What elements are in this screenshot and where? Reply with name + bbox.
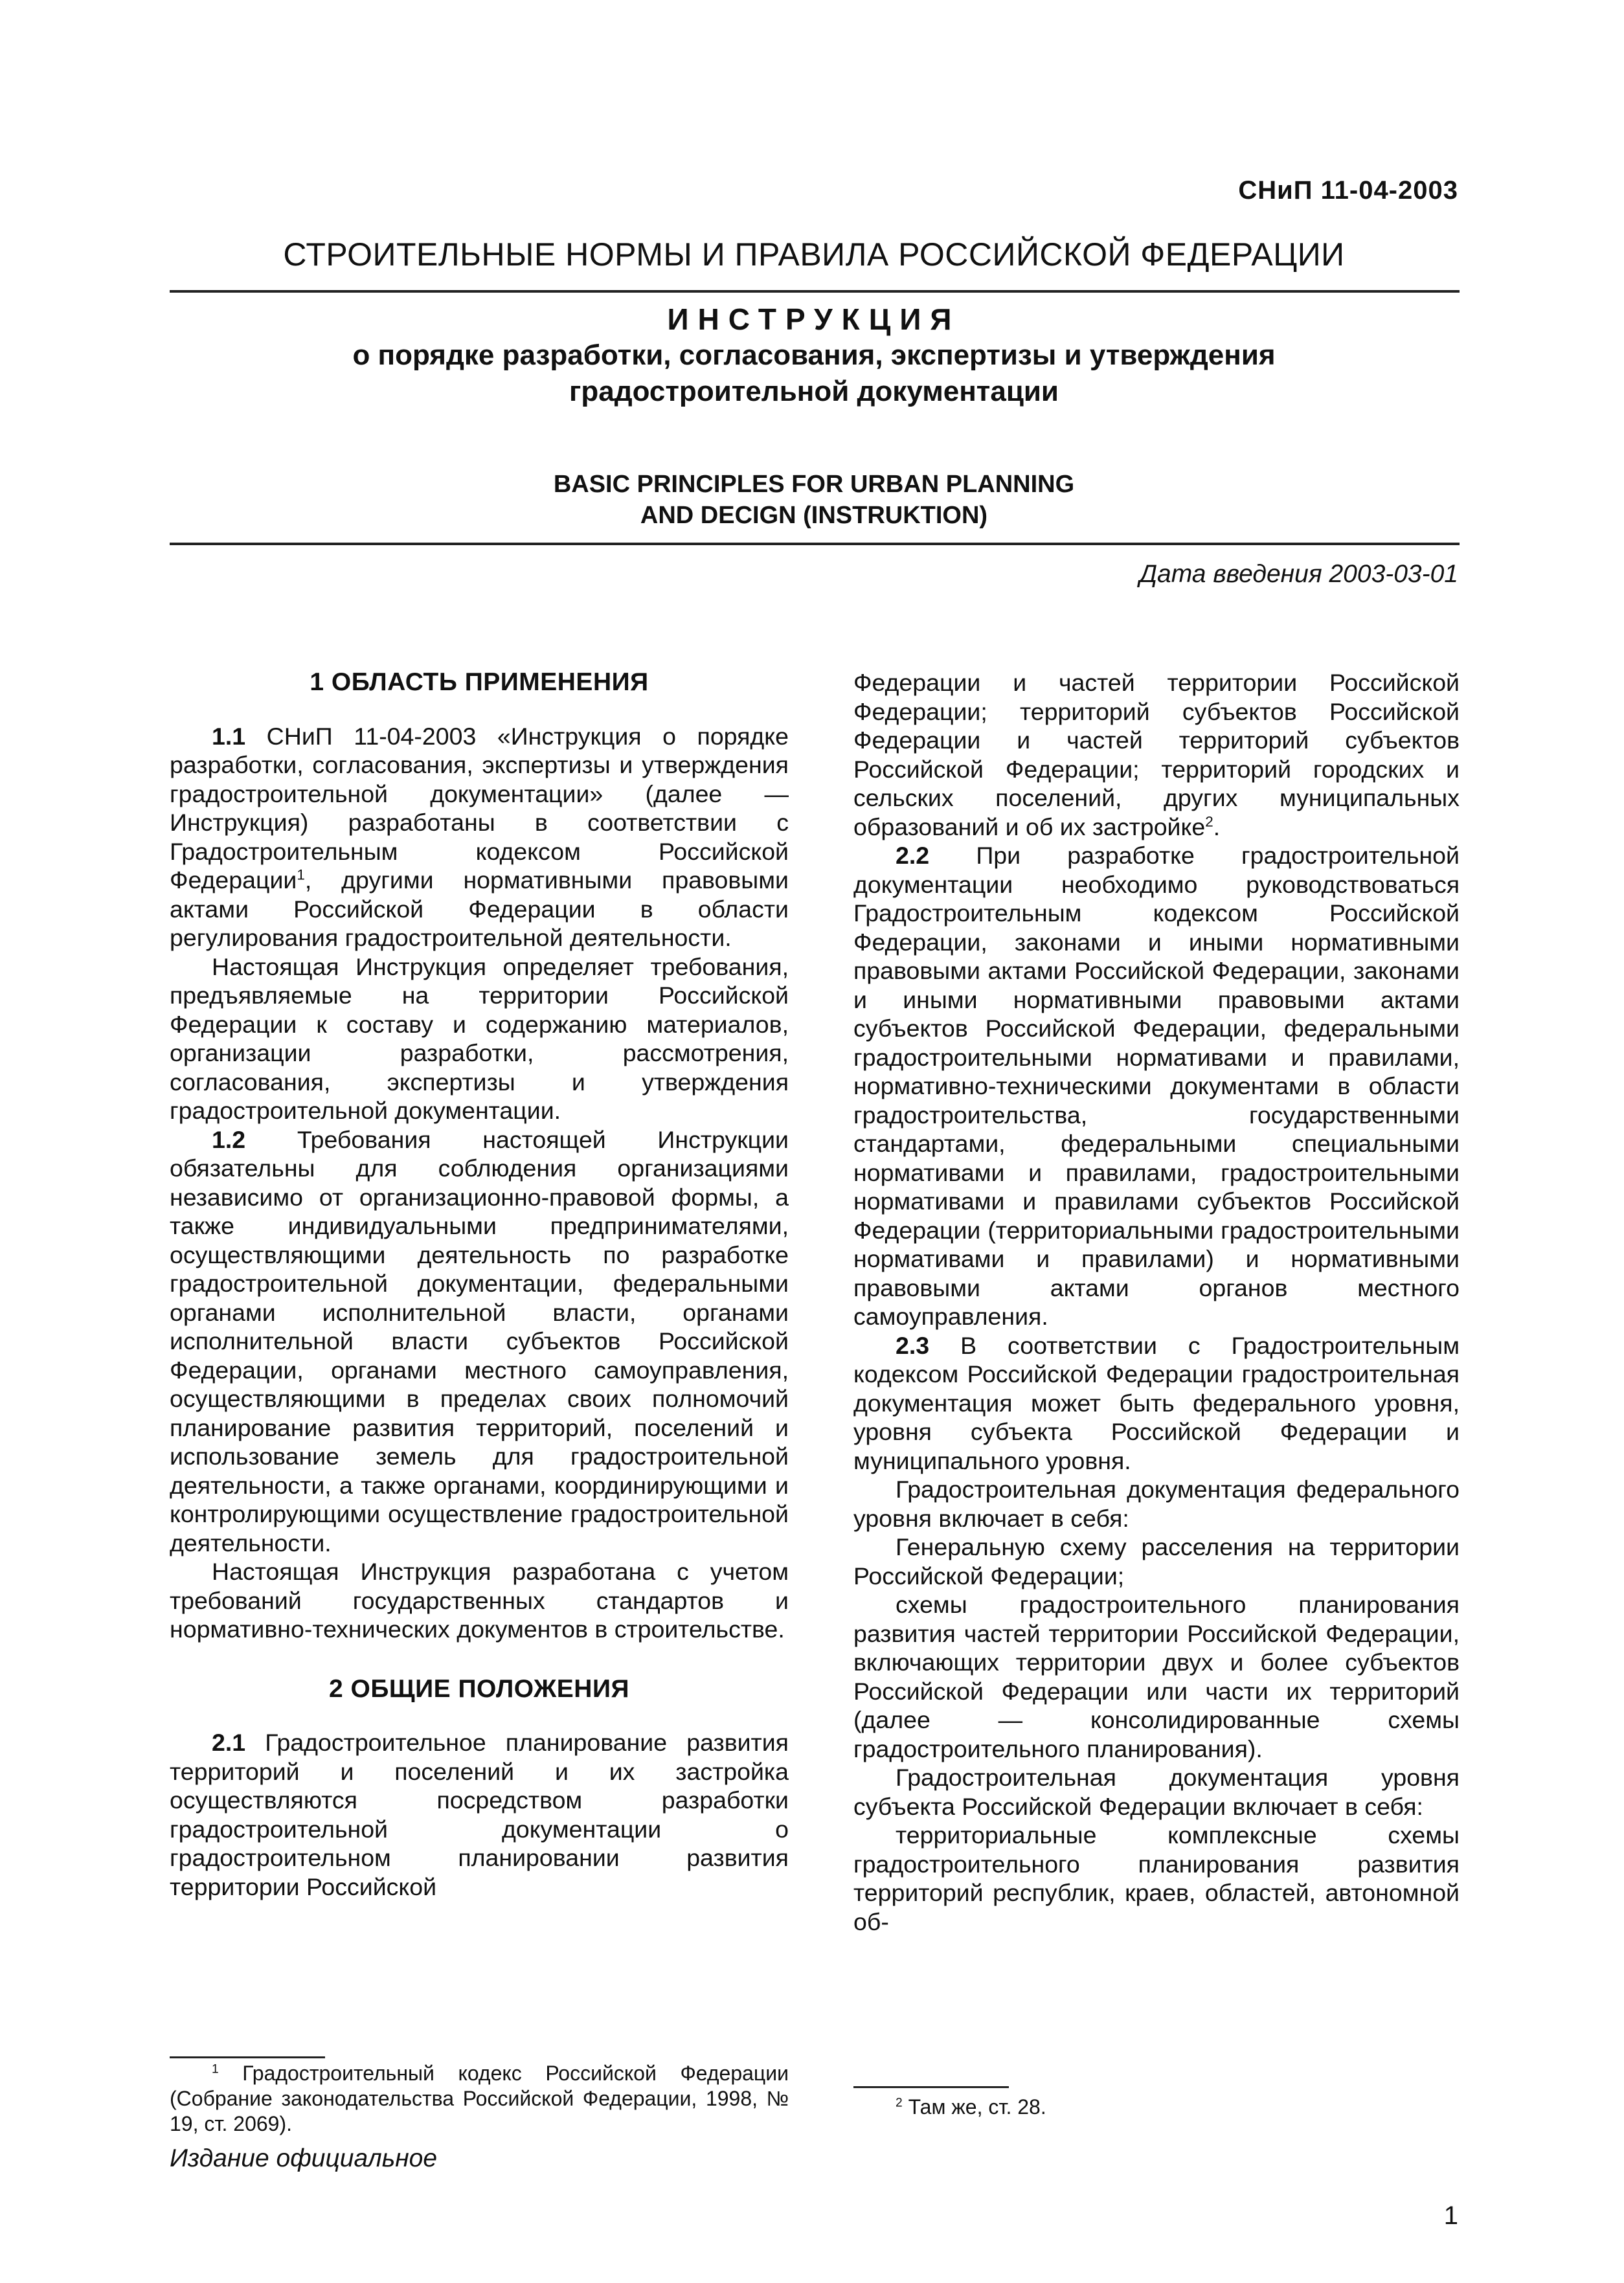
- footnote-mark: 1: [212, 2062, 219, 2076]
- page-number: 1: [1443, 2201, 1458, 2230]
- title-rule: [170, 543, 1460, 545]
- paragraph-text: .: [1213, 813, 1221, 840]
- introduction-date: Дата введения 2003-03-01: [1139, 560, 1458, 588]
- paragraph-1-2: [170, 1125, 789, 1558]
- footnote-1: [170, 2061, 789, 2137]
- edition-note: Издание официальное: [170, 2144, 438, 2172]
- footnote-mark: 2: [896, 2096, 903, 2110]
- paragraph-2-1: [170, 1728, 789, 1901]
- paragraph-2-3-e: Градостроительная документация уровня субъекта Российской Федерации включает в себя:: [853, 1764, 1460, 1820]
- paragraph-1-2-b: Настоящая Инструкция разработана с учетом требований государственных стандартов и нормативно-технических документов в строительстве.: [170, 1558, 789, 1643]
- clause-number: 1.1: [212, 722, 246, 750]
- document-code: СНиП 11-04-2003: [1238, 176, 1458, 205]
- paragraph-text: Требования настоящей Инструкции обязательны для соблюдения организациями независимо от организационно-правовой формы, а также индивидуальными предпринимателями, осуществляющими деятельность по разработке градостроительной документации, федеральными органами исполнительной власти, органами исполнительной власти субъектов Российской Федерации, органами местного самоуправления, осуществляющими в пределах своих полномочий планирование развития территорий, поселений и использование земель для градостроительной деятельности, а также органами, координирующими и контролирующими осуществление градостроительной деятельности.: [170, 1125, 789, 1557]
- left-column: [170, 668, 789, 1901]
- footnote-rule-right: [853, 2086, 1009, 2088]
- footnote-ref: 2: [1205, 813, 1213, 829]
- paragraph-1-1-b: Настоящая Инструкция определяет требования, предъявляемые на территории Российской Федерации к составу и содержанию материалов, организации разработки, рассмотрения, согласования, экспертизы и утверждения градостроительной документации.: [170, 952, 789, 1124]
- header-rule: [170, 290, 1460, 293]
- footnote-text: Градостроительный кодекс Российской Федерации (Собрание законодательства Российской Федерации, 1998, № 19, ст. 2069).: [170, 2062, 789, 2135]
- paragraph-2-1-continued: [853, 668, 1460, 841]
- paragraph-2-2: [853, 841, 1460, 1331]
- paragraph-text: Градостроительное планирование развития территорий и поселений и их застройка осуществляются посредством разработки градостроительной документации о градостроительном планировании развития территории Российской: [170, 1729, 789, 1900]
- paragraph-1-1: [170, 722, 789, 952]
- document-title: ИНСТРУКЦИЯ: [667, 302, 961, 336]
- paragraph-text: СНиП 11-04-2003 «Инструкция о порядке разработки, согласования, экспертизы и утверждения градостроительной документации» (далее — Инструкция) разработаны в соответствии с Градостроительным кодексом Российской Федерации: [170, 722, 789, 894]
- footnote-2: [896, 2095, 1046, 2120]
- paragraph-2-3-c: Генеральную схему расселения на территории Российской Федерации;: [853, 1533, 1460, 1590]
- paragraph-2-3: [853, 1331, 1460, 1476]
- title-block: [170, 301, 1458, 410]
- paragraph-2-3-d: схемы градостроительного планирования развития частей территории Российской Федерации, включающих территории двух и более субъектов Российской Федерации или части их территорий (далее — консолидированные схемы градостроительного планирования).: [853, 1591, 1460, 1762]
- english-title-line-1: BASIC PRINCIPLES FOR URBAN PLANNING: [553, 471, 1075, 498]
- document-subtitle-line-2: градостроительной документации: [569, 376, 1059, 407]
- english-title: [170, 469, 1458, 531]
- clause-number: 2.2: [896, 842, 930, 869]
- clause-number: 1.2: [212, 1125, 246, 1153]
- clause-number: 2.1: [212, 1729, 246, 1756]
- footnote-rule-left: [170, 2056, 325, 2058]
- section-2-heading: 2 ОБЩИЕ ПОЛОЖЕНИЯ: [328, 1674, 630, 1703]
- clause-number: 2.3: [896, 1331, 930, 1359]
- document-subtitle-line-1: о порядке разработки, согласования, экспертизы и утверждения: [352, 339, 1276, 371]
- paragraph-2-3-f: территориальные комплексные схемы градостроительного планирования развития территорий республик, краев, областей, автономной об-: [853, 1821, 1460, 1935]
- english-title-line-2: AND DECIGN (INSTRUKTION): [640, 502, 988, 529]
- paragraph-2-3-b: Градостроительная документация федерального уровня включает в себя:: [853, 1476, 1460, 1532]
- paragraph-text: При разработке градостроительной документации необходимо руководствоваться Градостроительным кодексом Российской Федерации, законами и иными нормативными правовыми актами Российской Федерации, законами и иными нормативными правовыми актами субъектов Российской Федерации, федеральными градостроительными нормативами и правилами, нормативно-техническими документами в области градостроительства, государственными стандартами, федеральными специальными нормативами и правилами, градостроительными нормативами и правилами субъектов Российской Федерации (территориальными градостроительными нормативами и правилами) и нормативными правовыми актами органов местного самоуправления.: [853, 842, 1460, 1330]
- section-1-heading: 1 ОБЛАСТЬ ПРИМЕНЕНИЯ: [310, 668, 649, 696]
- footnote-ref: 1: [297, 866, 305, 883]
- standards-header: СТРОИТЕЛЬНЫЕ НОРМЫ И ПРАВИЛА РОССИЙСКОЙ ФЕДЕРАЦИИ: [283, 236, 1345, 273]
- paragraph-text: Федерации и частей территории Российской Федерации; территорий субъектов Российской Федерации и частей территорий субъектов Российской Федерации; территорий городских и сельских поселений, других муниципальных образований и об их застройке: [853, 669, 1460, 840]
- paragraph-text: , другими нормативными правовыми актами Российской Федерации в области регулирования градостроительной деятельности.: [170, 866, 789, 951]
- right-column: [853, 668, 1460, 1936]
- paragraph-text: В соответствии с Градостроительным кодексом Российской Федерации градостроительная документация может быть федерального уровня, уровня субъекта Российской Федерации и муниципального уровня.: [853, 1331, 1460, 1474]
- footnote-text: Там же, ст. 28.: [902, 2095, 1046, 2119]
